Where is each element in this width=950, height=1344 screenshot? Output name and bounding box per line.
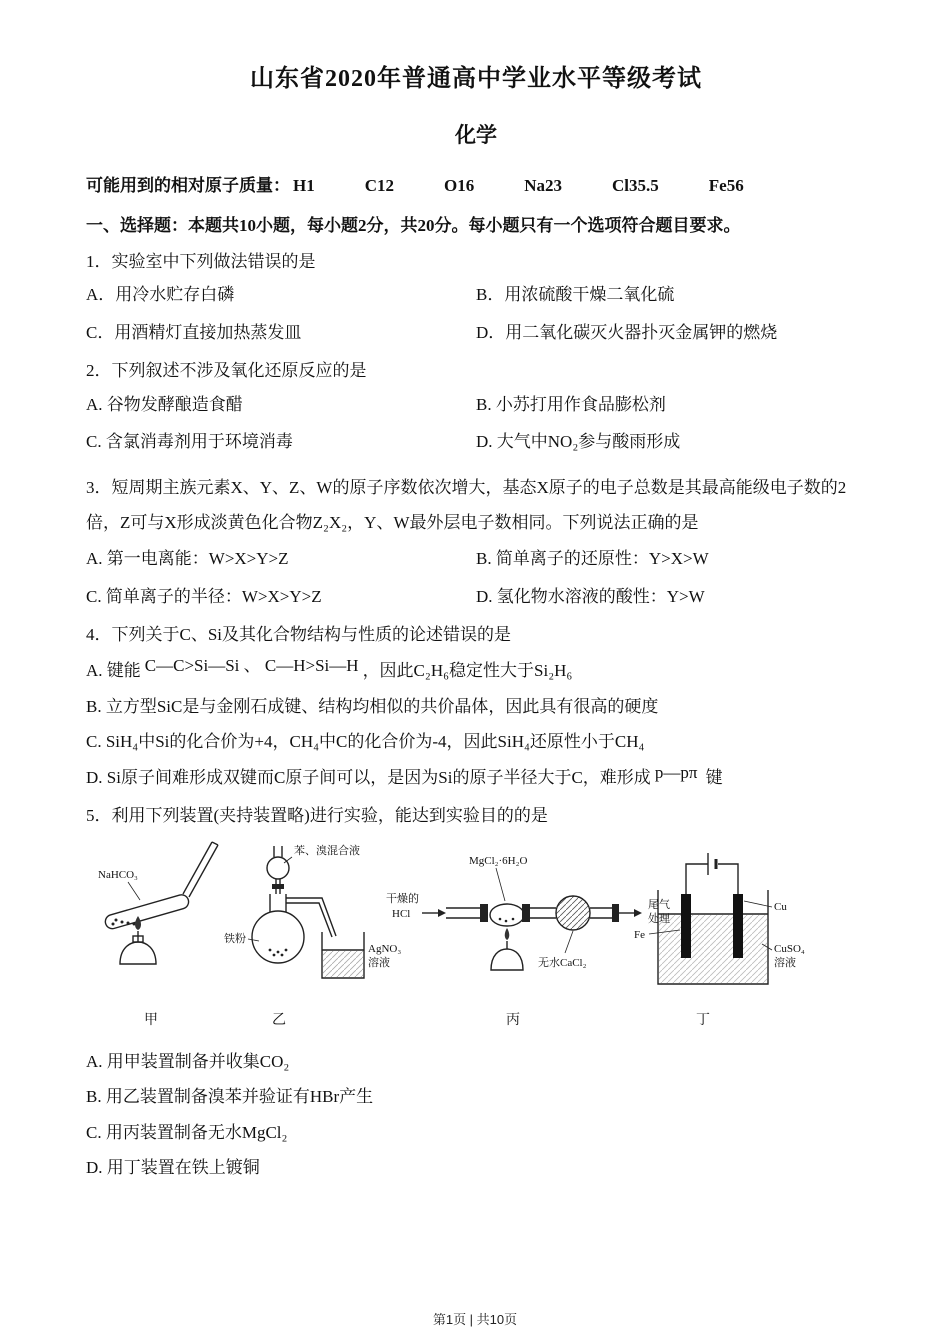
label-ding: 丁 bbox=[696, 1012, 710, 1028]
page-title: 山东省2020年普通高中学业水平等级考试 bbox=[250, 66, 702, 92]
label-bing: 丙 bbox=[506, 1012, 520, 1028]
label-cu: Cu bbox=[774, 900, 787, 913]
question-3-option-c: C. 简单离子的半径：W>X>Y>Z bbox=[86, 586, 322, 606]
atomic-mass-o: O16 bbox=[444, 176, 475, 195]
cu-electrode-icon bbox=[733, 894, 743, 958]
question-2-option-d: D. 大气中NO₂参与酸雨形成 bbox=[476, 432, 681, 452]
flame-icon bbox=[505, 928, 510, 940]
atomic-mass-label: 可能用到的相对原子质量： bbox=[86, 176, 290, 195]
q4a-prefix: A. 键能 bbox=[86, 661, 141, 681]
flame-icon bbox=[135, 916, 141, 930]
question-3-option-a: A. 第一电离能：W>X>Y>Z bbox=[86, 549, 289, 569]
pointer-iron-powder bbox=[248, 939, 259, 941]
question-2-stem: 2．下列叙述不涉及氧化还原反应的是 bbox=[86, 361, 367, 381]
q4a-bond-formula: C—C>Si—Si 、 C—H>Si—H bbox=[144, 656, 359, 676]
label-iron-powder: 铁粉 bbox=[224, 932, 246, 945]
atomic-mass-cl: Cl35.5 bbox=[612, 176, 659, 195]
pointer-cacl2 bbox=[565, 931, 573, 953]
question-5-option-d: D. 用丁装置在铁上镀铜 bbox=[86, 1158, 260, 1178]
question-5-option-b: B. 用乙装置制备溴苯并验证有HBr产生 bbox=[86, 1087, 374, 1107]
label-fe: Fe bbox=[634, 928, 645, 941]
apparatus-diagram bbox=[86, 838, 814, 1034]
label-agno3-line2: 溶液 bbox=[368, 956, 390, 969]
label-yi: 乙 bbox=[272, 1012, 286, 1028]
question-4-stem: 4．下列关于C、Si及其化合物结构与性质的论述错误的是 bbox=[86, 625, 512, 645]
atomic-mass-c: C12 bbox=[364, 176, 395, 195]
question-3-options bbox=[86, 546, 866, 609]
question-1-option-b: B．用浓硫酸干燥二氧化硫 bbox=[476, 285, 675, 305]
q4d-suffix: 键 bbox=[701, 767, 723, 787]
label-tail-gas-line2: 处理 bbox=[648, 912, 670, 925]
label-jia: 甲 bbox=[144, 1012, 158, 1028]
alcohol-lamp-icon bbox=[120, 942, 156, 964]
fe-electrode-icon bbox=[681, 894, 691, 958]
question-5-diagram bbox=[86, 838, 866, 1039]
question-5-option-c: C. 用丙装置制备无水MgCl₂ bbox=[86, 1122, 288, 1142]
question-5 bbox=[86, 803, 866, 1180]
label-nahco3: NaHCO₃ bbox=[98, 868, 138, 881]
question-1-stem: 1．实验室中下列做法错误的是 bbox=[86, 252, 316, 271]
question-3 bbox=[86, 470, 866, 609]
label-cacl2: 无水CaCl₂ bbox=[538, 956, 587, 969]
section-heading: 一、选择题：本题共10小题，每小题2分，共20分。每小题只有一个选项符合题目要求。 bbox=[86, 216, 741, 235]
label-agno3-line1: AgNO₃ bbox=[368, 942, 402, 955]
solid-sample-icon bbox=[112, 918, 136, 925]
drying-bulb-icon bbox=[556, 896, 590, 930]
question-4-option-a bbox=[86, 658, 866, 684]
label-mgcl2-6h2o: MgCl₂·6H₂O bbox=[469, 854, 528, 867]
round-flask-icon bbox=[252, 911, 304, 963]
heating-bulb-icon bbox=[490, 904, 524, 926]
question-1-options bbox=[86, 282, 866, 345]
label-dry-hcl-line2: HCl bbox=[392, 907, 411, 920]
question-4-option-c: C. SiH₄中Si的化合价为+4，CH₄中C的化合价为-4，因此SiH₄还原性小于CH₄ bbox=[86, 732, 645, 752]
iron-powder-icon bbox=[269, 948, 288, 956]
question-4 bbox=[86, 622, 866, 790]
question-5-option-a: A. 用甲装置制备并收集CO₂ bbox=[86, 1051, 290, 1071]
alcohol-lamp-icon bbox=[491, 949, 523, 970]
label-cuso4-line1: CuSO₄ bbox=[774, 942, 805, 955]
question-1-option-d: D．用二氧化碳灭火器扑灭金属钾的燃烧 bbox=[476, 322, 778, 342]
question-3-stem: 3．短周期主族元素X、Y、Z、W的原子序数依次增大，基态X原子的电子总数是其最高能级电子数的2倍，Z可与X形成淡黄色化合物Z₂X₂，Y、W最外层电子数相同。下列说法正确的是 bbox=[86, 477, 847, 533]
question-4-option-d bbox=[86, 762, 866, 791]
question-1-option-a: A．用冷水贮存白磷 bbox=[86, 285, 235, 305]
atomic-mass-h: H1 bbox=[293, 176, 315, 195]
label-tail-gas-line1: 尾气 bbox=[648, 898, 670, 911]
dropping-funnel-icon bbox=[267, 857, 289, 879]
question-2 bbox=[86, 358, 866, 454]
atomic-mass-fe: Fe56 bbox=[708, 176, 744, 195]
q4d-pi-bond-formula: p—pπ bbox=[654, 762, 698, 782]
q4a-suffix: ，因此C₂H₆稳定性大于Si₂H₆ bbox=[362, 661, 573, 681]
pointer-mgcl2 bbox=[496, 868, 505, 901]
question-2-option-c: C. 含氯消毒剂用于环境消毒 bbox=[86, 432, 293, 452]
apparatus-bing bbox=[422, 896, 642, 970]
question-1 bbox=[86, 249, 866, 345]
question-3-option-b: B. 简单离子的还原性：Y>X>W bbox=[476, 549, 709, 569]
arrow-out-icon bbox=[634, 909, 642, 917]
label-cuso4-line2: 溶液 bbox=[774, 956, 796, 969]
label-dry-hcl-line1: 干燥的 bbox=[386, 892, 419, 905]
apparatus-ding bbox=[658, 853, 768, 984]
question-4-option-b: B. 立方型SiC是与金刚石成键、结构均相似的共价晶体，因此具有很高的硬度 bbox=[86, 696, 659, 716]
atomic-mass-na: Na23 bbox=[524, 176, 563, 195]
subject-title: 化学 bbox=[455, 123, 497, 147]
question-5-stem: 5．利用下列装置(夹持装置略)进行实验，能达到实验目的的是 bbox=[86, 806, 548, 826]
apparatus-jia bbox=[104, 842, 218, 964]
question-1-option-c: C．用酒精灯直接加热蒸发皿 bbox=[86, 322, 302, 342]
arrow-in-icon bbox=[438, 909, 446, 917]
page-footer: 第1页 | 共10页 bbox=[432, 1312, 518, 1327]
question-2-option-b: B. 小苏打用作食品膨松剂 bbox=[476, 394, 666, 414]
q4d-prefix: D. Si原子间难形成双键而C原子间可以，是因为Si的原子半径大于C，难形成 bbox=[86, 767, 651, 787]
question-2-option-a: A. 谷物发酵酿造食醋 bbox=[86, 394, 243, 414]
question-3-option-d: D. 氢化物水溶液的酸性：Y>W bbox=[476, 586, 705, 606]
question-2-options bbox=[86, 392, 866, 455]
apparatus-yi bbox=[252, 846, 364, 978]
atomic-mass-line bbox=[86, 171, 866, 196]
label-benzene-bromine: 苯、溴混合液 bbox=[294, 844, 360, 857]
pointer-nahco3 bbox=[128, 882, 140, 900]
